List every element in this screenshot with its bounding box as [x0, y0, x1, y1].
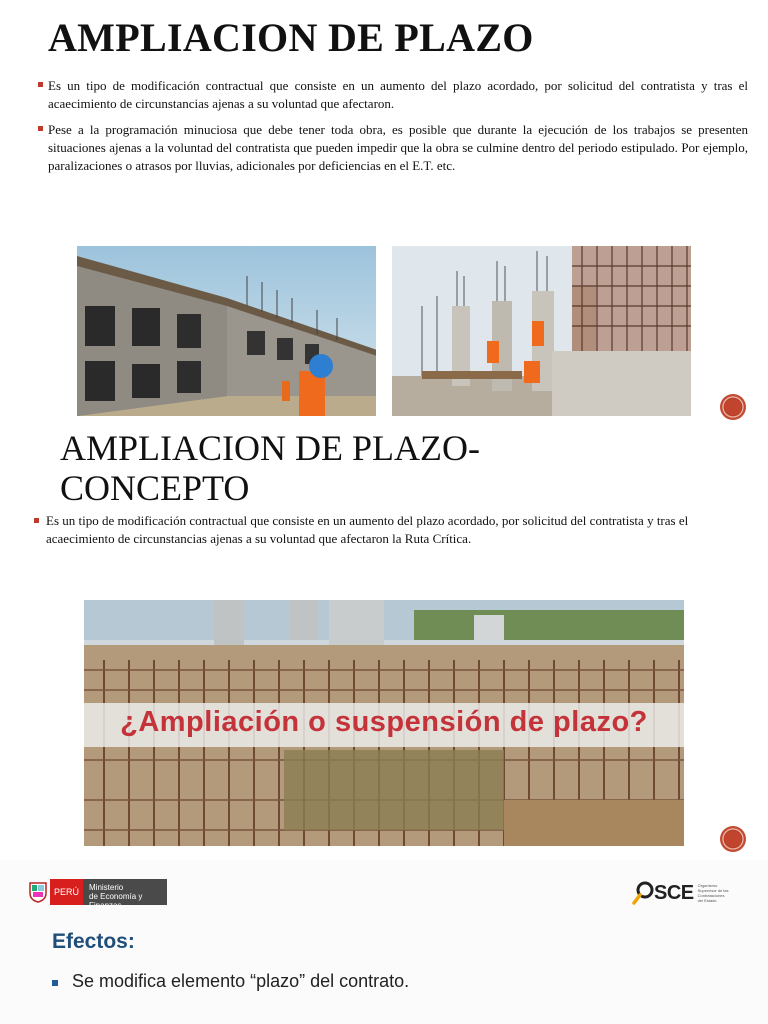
slide3-bullet-1: Se modifica elemento “plazo” del contrato. [72, 971, 410, 991]
peru-label: PERÚ [50, 879, 83, 905]
slide3-heading: Efectos: [52, 930, 135, 953]
slide-decoration-icon [720, 826, 746, 852]
osce-sub-4: del Estado [697, 898, 717, 903]
slide-decoration-icon [720, 394, 746, 420]
bullet-marker [34, 518, 39, 523]
osce-sub-1: Organismo [697, 883, 718, 888]
ministry-line-2: de Economía y Finanzas [89, 892, 143, 910]
image-caption: ¿Ampliación o suspensión de plazo? [120, 706, 648, 738]
osce-magnifier-icon [632, 880, 654, 906]
slide2-title: AMPLIACION DE PLAZO- CONCEPTO [60, 428, 480, 508]
osce-sub-2: Supervisor de las [697, 888, 729, 893]
bullet-marker [38, 126, 43, 131]
osce-label: SCE [654, 881, 694, 904]
slide1-paragraph-1: Es un tipo de modificación contractual que consiste en un aumento del plazo acordado, por solicitud del contratista y tras el acaecimiento de circunstancias ajenas a su voluntad que afectaron. [48, 78, 748, 111]
slide2-paragraph: Es un tipo de modificación contractual que consiste en un aumento del plazo acordado, por solicitud del contratista y tras el acaecimiento de circunstancias ajenas a su voluntad que afectaron la Ruta Crítica. [46, 513, 689, 546]
construction-photo-columns [392, 246, 691, 416]
construction-photo-foundation [84, 600, 684, 846]
peru-mef-logo [28, 879, 167, 910]
slide1-title: AMPLIACION DE PLAZO [48, 15, 534, 60]
peru-shield-icon [28, 881, 48, 903]
construction-photo-housing [77, 246, 376, 416]
osce-sub-3: Contrataciones [697, 893, 725, 898]
bullet-marker [52, 980, 58, 986]
bullet-marker [38, 82, 43, 87]
ministry-line-1: Ministerio [89, 883, 124, 892]
slide1-paragraph-2: Pese a la programación minuciosa que debe tener toda obra, es posible que durante la ejecución de los trabajos se presenten situaciones ajenas a la voluntad del contratista que pueden impedir que la obra se culmine dentro del periodo estipulado. Por ejemplo, paralizaciones o atrasos por lluvias, adicionales por deficiencias en el E.T. etc. [48, 122, 748, 173]
osce-logo [632, 878, 729, 908]
